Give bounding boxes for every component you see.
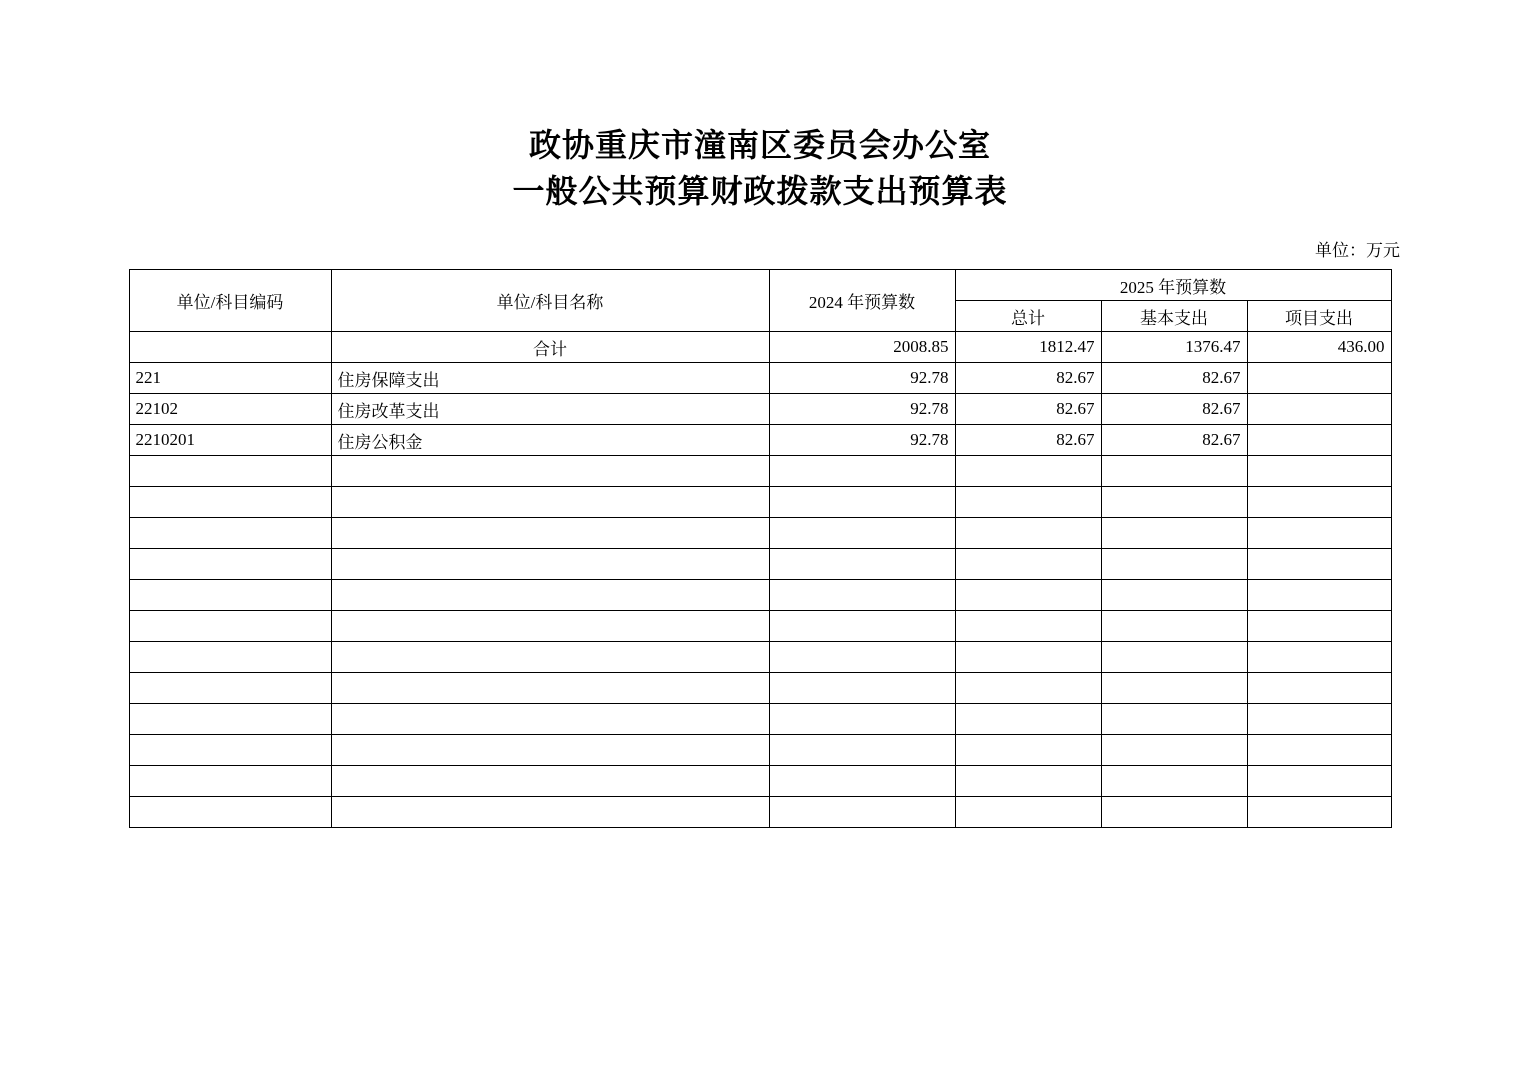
- cell-empty: [129, 518, 331, 549]
- cell-year-2024: 92.78: [769, 425, 955, 456]
- cell-empty: [955, 704, 1101, 735]
- cell-empty: [331, 642, 769, 673]
- cell-empty: [955, 735, 1101, 766]
- cell-empty: [955, 456, 1101, 487]
- cell-empty: [331, 518, 769, 549]
- cell-empty: [1247, 611, 1391, 642]
- cell-empty: [769, 735, 955, 766]
- cell-empty: [129, 797, 331, 828]
- cell-code: 22102: [129, 394, 331, 425]
- document-title-line-2: 一般公共预算财政拨款支出预算表: [512, 172, 1008, 210]
- cell-empty: [1101, 766, 1247, 797]
- column-header-year-2025-group: 2025 年预算数: [955, 270, 1391, 301]
- cell-empty: [1101, 704, 1247, 735]
- cell-empty: [129, 735, 331, 766]
- cell-name: 住房公积金: [331, 425, 769, 456]
- table-row-empty: [129, 549, 1391, 580]
- cell-project: [1247, 394, 1391, 425]
- cell-empty: [1101, 456, 1247, 487]
- cell-code: [129, 332, 331, 363]
- cell-empty: [331, 611, 769, 642]
- table-row-empty: [129, 518, 1391, 549]
- cell-basic: 82.67: [1101, 425, 1247, 456]
- cell-empty: [129, 673, 331, 704]
- cell-empty: [955, 673, 1101, 704]
- cell-empty: [955, 518, 1101, 549]
- cell-empty: [1101, 797, 1247, 828]
- cell-empty: [129, 549, 331, 580]
- cell-empty: [331, 580, 769, 611]
- cell-empty: [1247, 735, 1391, 766]
- cell-empty: [129, 766, 331, 797]
- column-header-name: 单位/科目名称: [331, 270, 769, 332]
- cell-basic: 82.67: [1101, 394, 1247, 425]
- cell-basic: 1376.47: [1101, 332, 1247, 363]
- column-header-project-expenditure: 项目支出: [1247, 301, 1391, 332]
- cell-empty: [769, 549, 955, 580]
- cell-empty: [955, 487, 1101, 518]
- cell-empty: [769, 704, 955, 735]
- table-row-empty: [129, 797, 1391, 828]
- cell-empty: [1101, 673, 1247, 704]
- cell-empty: [331, 487, 769, 518]
- cell-empty: [1101, 611, 1247, 642]
- table-row: [129, 332, 1391, 363]
- table-header: [129, 270, 1391, 332]
- table-row: [129, 425, 1391, 456]
- cell-empty: [331, 735, 769, 766]
- cell-empty: [955, 580, 1101, 611]
- budget-table: [129, 269, 1392, 828]
- table-row-empty: [129, 611, 1391, 642]
- cell-empty: [129, 642, 331, 673]
- cell-year-2024: 92.78: [769, 363, 955, 394]
- cell-empty: [1247, 642, 1391, 673]
- cell-year-2024: 2008.85: [769, 332, 955, 363]
- cell-total: 1812.47: [955, 332, 1101, 363]
- table-row: [129, 394, 1391, 425]
- cell-empty: [1101, 549, 1247, 580]
- cell-empty: [955, 766, 1101, 797]
- cell-empty: [1101, 642, 1247, 673]
- cell-empty: [769, 766, 955, 797]
- column-header-code: 单位/科目编码: [129, 270, 331, 332]
- cell-empty: [955, 642, 1101, 673]
- cell-empty: [955, 797, 1101, 828]
- cell-empty: [769, 487, 955, 518]
- cell-empty: [331, 797, 769, 828]
- cell-empty: [1247, 487, 1391, 518]
- cell-code: 221: [129, 363, 331, 394]
- cell-empty: [331, 549, 769, 580]
- table-row: [129, 363, 1391, 394]
- cell-empty: [1101, 735, 1247, 766]
- cell-empty: [129, 704, 331, 735]
- cell-empty: [1247, 673, 1391, 704]
- table-row-empty: [129, 735, 1391, 766]
- table-row-empty: [129, 456, 1391, 487]
- unit-note: 单位：万元: [1315, 241, 1400, 260]
- cell-year-2024: 92.78: [769, 394, 955, 425]
- cell-empty: [1247, 518, 1391, 549]
- cell-empty: [769, 580, 955, 611]
- cell-empty: [769, 611, 955, 642]
- cell-name: 住房保障支出: [331, 363, 769, 394]
- table-row-empty: [129, 673, 1391, 704]
- column-header-year-2024: 2024 年预算数: [769, 270, 955, 332]
- cell-empty: [955, 611, 1101, 642]
- cell-empty: [129, 580, 331, 611]
- table-row-empty: [129, 766, 1391, 797]
- document-title-line-1: 政协重庆市潼南区委员会办公室: [528, 126, 991, 164]
- cell-empty: [1247, 797, 1391, 828]
- cell-empty: [769, 518, 955, 549]
- cell-empty: [1101, 518, 1247, 549]
- table-header-row-1: [129, 270, 1391, 301]
- cell-total: 82.67: [955, 425, 1101, 456]
- cell-empty: [331, 456, 769, 487]
- column-header-basic-expenditure: 基本支出: [1101, 301, 1247, 332]
- column-header-total: 总计: [955, 301, 1101, 332]
- cell-code: 2210201: [129, 425, 331, 456]
- cell-empty: [1247, 766, 1391, 797]
- cell-empty: [1247, 704, 1391, 735]
- cell-empty: [769, 642, 955, 673]
- cell-empty: [1247, 456, 1391, 487]
- cell-empty: [1101, 580, 1247, 611]
- table-row-empty: [129, 487, 1391, 518]
- cell-empty: [331, 766, 769, 797]
- cell-empty: [955, 549, 1101, 580]
- cell-empty: [1101, 487, 1247, 518]
- cell-empty: [331, 704, 769, 735]
- cell-name: 住房改革支出: [331, 394, 769, 425]
- table-body: [129, 332, 1391, 828]
- cell-empty: [769, 456, 955, 487]
- cell-empty: [769, 797, 955, 828]
- cell-empty: [129, 456, 331, 487]
- cell-empty: [1247, 549, 1391, 580]
- cell-empty: [769, 673, 955, 704]
- cell-empty: [129, 611, 331, 642]
- table-row-empty: [129, 704, 1391, 735]
- cell-empty: [129, 487, 331, 518]
- table-row-empty: [129, 580, 1391, 611]
- cell-total: 82.67: [955, 394, 1101, 425]
- document-title-block: [0, 0, 1520, 214]
- cell-project: [1247, 425, 1391, 456]
- cell-empty: [331, 673, 769, 704]
- cell-basic: 82.67: [1101, 363, 1247, 394]
- table-row-empty: [129, 642, 1391, 673]
- cell-project: 436.00: [1247, 332, 1391, 363]
- cell-project: [1247, 363, 1391, 394]
- cell-total: 82.67: [955, 363, 1101, 394]
- cell-name: 合计: [331, 332, 769, 363]
- cell-empty: [1247, 580, 1391, 611]
